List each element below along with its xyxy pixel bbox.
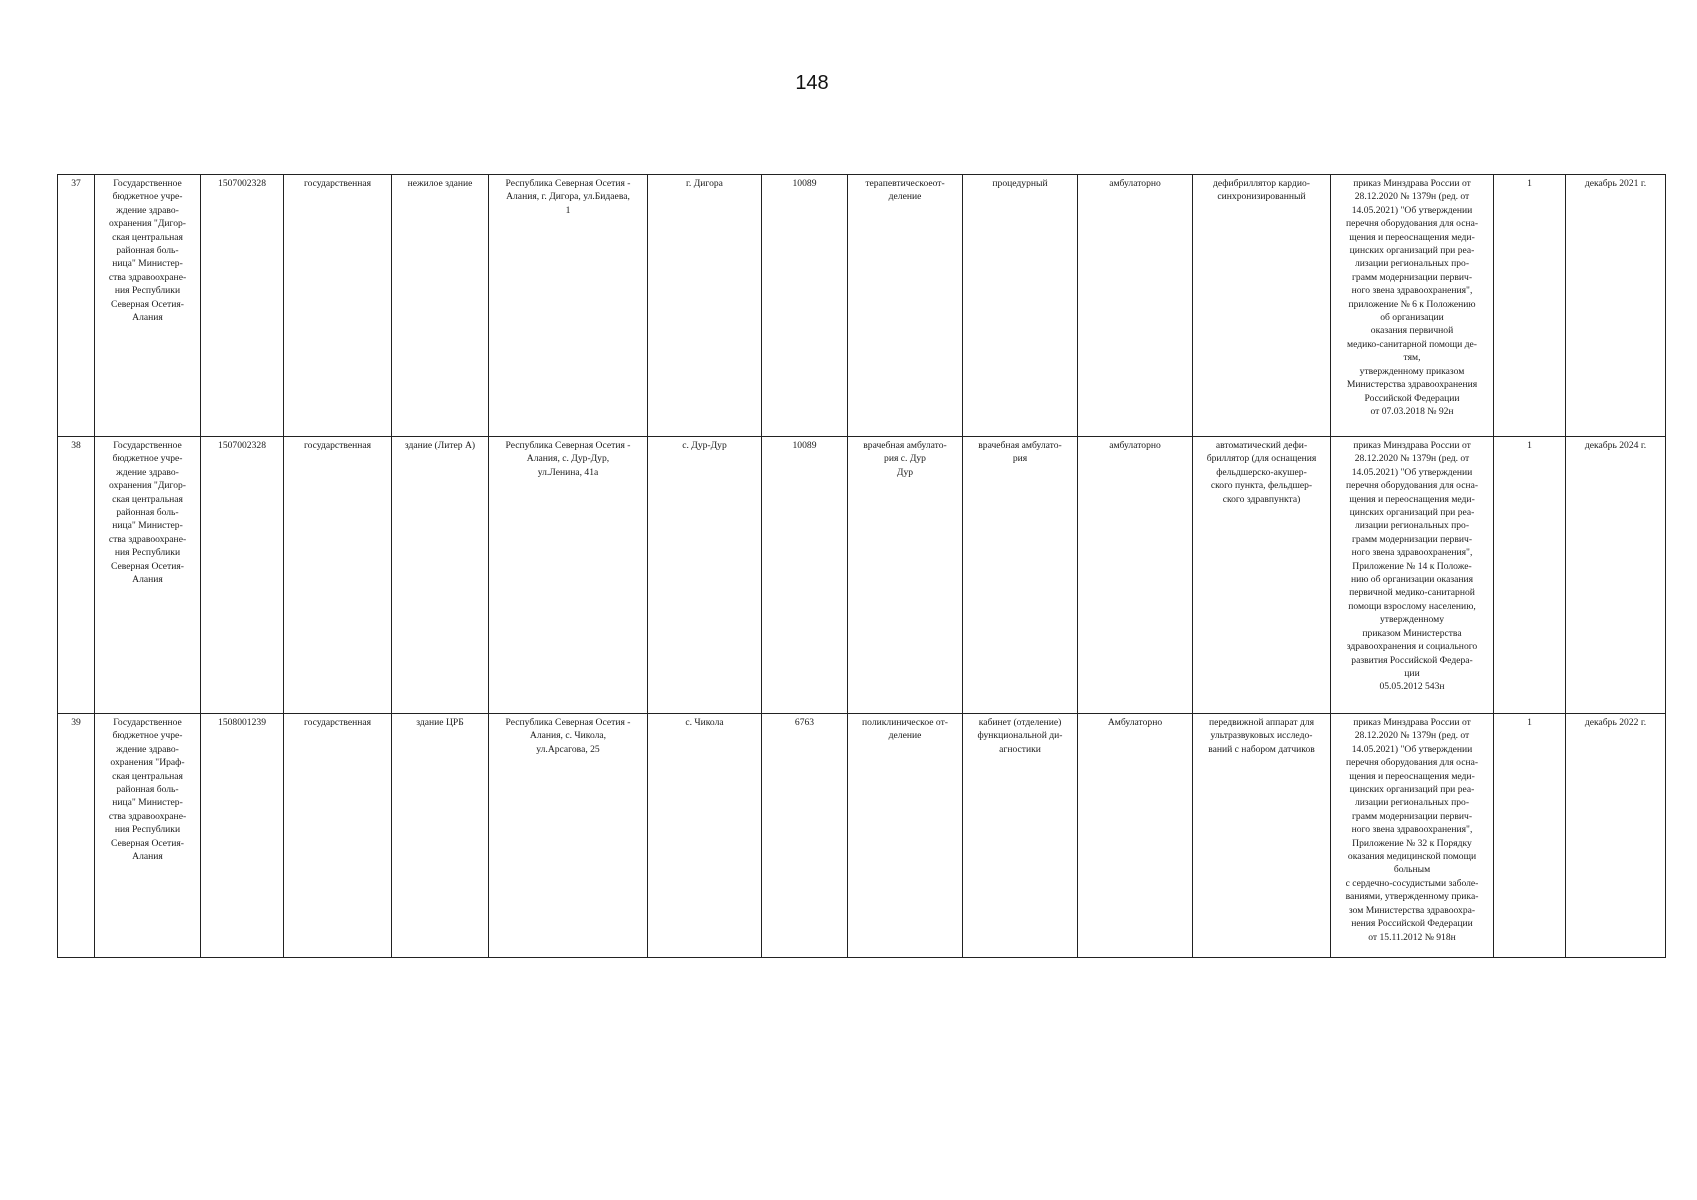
- building-type: нежилое здание: [392, 175, 489, 437]
- equipment-registry-table: [57, 174, 1666, 958]
- settlement: с. Дур-Дур: [648, 437, 762, 714]
- address: Республика Северная Осетия - Алания, г. Дигора, ул.Бидаева, 1: [489, 175, 648, 437]
- organization-name: Государственное бюджетное учре- ждение здраво- охранения "Дигор- ская центральная районная боль- ница" Министер- ства здравоохране- ния Республики Северная Осетия- Алания: [95, 175, 201, 437]
- ownership-form: государственная: [284, 437, 392, 714]
- page-number: 148: [795, 72, 829, 94]
- organization-name: Государственное бюджетное учре- ждение здраво- охранения "Ираф- ская центральная районная боль- ница" Министер- ства здравоохране- ния Республики Северная Осетия- Алания: [95, 714, 201, 958]
- department: врачебная амбулато- рия с. Дур Дур: [848, 437, 963, 714]
- row-number: 38: [58, 437, 95, 714]
- address: Республика Северная Осетия - Алания, с. Чикола, ул.Арсагова, 25: [489, 714, 648, 958]
- ogrn: 1508001239: [201, 714, 284, 958]
- deadline: декабрь 2024 г.: [1566, 437, 1666, 714]
- quantity: 1: [1494, 714, 1566, 958]
- organization-name: Государственное бюджетное учре- ждение здраво- охранения "Дигор- ская центральная районная боль- ница" Министер- ства здравоохране- ния Республики Северная Осетия- Алания: [95, 437, 201, 714]
- care-form: Амбулаторно: [1078, 714, 1193, 958]
- table-row: [58, 175, 1666, 437]
- settlement: г. Дигора: [648, 175, 762, 437]
- care-form: амбулаторно: [1078, 437, 1193, 714]
- ownership-form: государственная: [284, 714, 392, 958]
- table-row: [58, 714, 1666, 958]
- deadline: декабрь 2021 г.: [1566, 175, 1666, 437]
- settlement: с. Чикола: [648, 714, 762, 958]
- address: Республика Северная Осетия - Алания, с. Дур-Дур, ул.Ленина, 41а: [489, 437, 648, 714]
- department: поликлиническое от- деление: [848, 714, 963, 958]
- quantity: 1: [1494, 437, 1566, 714]
- row-number: 37: [58, 175, 95, 437]
- department: терапевтическоеот- деление: [848, 175, 963, 437]
- care-form: амбулаторно: [1078, 175, 1193, 437]
- ogrn: 1507002328: [201, 175, 284, 437]
- ownership-form: государственная: [284, 175, 392, 437]
- ogrn: 1507002328: [201, 437, 284, 714]
- legal-basis: приказ Минздрава России от 28.12.2020 № 1379н (ред. от 14.05.2021) "Об утверждении перечня оборудования для осна- щения и переоснащения меди- цинских организаций при реа- лизации региональных про- грамм модернизации первич- ного звена здравоохранения", приложение № 6 к Положению об организации оказания первичной медико-санитарной помощи де- тям, утвержденному приказом Министерства здравоохранения Российской Федерации от 07.03.2018 № 92н: [1331, 175, 1494, 437]
- population: 6763: [762, 714, 848, 958]
- room: врачебная амбулато- рия: [963, 437, 1078, 714]
- row-number: 39: [58, 714, 95, 958]
- equipment: автоматический дефи- бриллятор (для оснащения фельдшерско-акушер- ского пункта, фельдшер- ского здравпункта): [1193, 437, 1331, 714]
- room: кабинет (отделение) функциональной ди- агностики: [963, 714, 1078, 958]
- room: процедурный: [963, 175, 1078, 437]
- population: 10089: [762, 437, 848, 714]
- building-type: здание ЦРБ: [392, 714, 489, 958]
- table-row: [58, 437, 1666, 714]
- legal-basis: приказ Минздрава России от 28.12.2020 № 1379н (ред. от 14.05.2021) "Об утверждении перечня оборудования для осна- щения и переоснащения меди- цинских организаций при реа- лизации региональных про- грамм модернизации первич- ного звена здравоохранения", Приложение № 32 к Порядку оказания медицинской помощи больным с сердечно-сосудистыми заболе- ваниями, утвержденному прика- зом Министерства здравоохра- нения Российской Федерации от 15.11.2012 № 918н: [1331, 714, 1494, 958]
- equipment: дефибриллятор кардио- синхронизированный: [1193, 175, 1331, 437]
- quantity: 1: [1494, 175, 1566, 437]
- deadline: декабрь 2022 г.: [1566, 714, 1666, 958]
- legal-basis: приказ Минздрава России от 28.12.2020 № 1379н (ред. от 14.05.2021) "Об утверждении перечня оборудования для осна- щения и переоснащения меди- цинских организаций при реа- лизации региональных про- грамм модернизации первич- ного звена здравоохранения", Приложение № 14 к Положе- нию об организации оказания первичной медико-санитарной помощи взрослому населению, утвержденному приказом Министерства здравоохранения и социального развития Российской Федера- ции 05.05.2012 543н: [1331, 437, 1494, 714]
- population: 10089: [762, 175, 848, 437]
- building-type: здание (Литер А): [392, 437, 489, 714]
- equipment: передвижной аппарат для ультразвуковых исследо- ваний с набором датчиков: [1193, 714, 1331, 958]
